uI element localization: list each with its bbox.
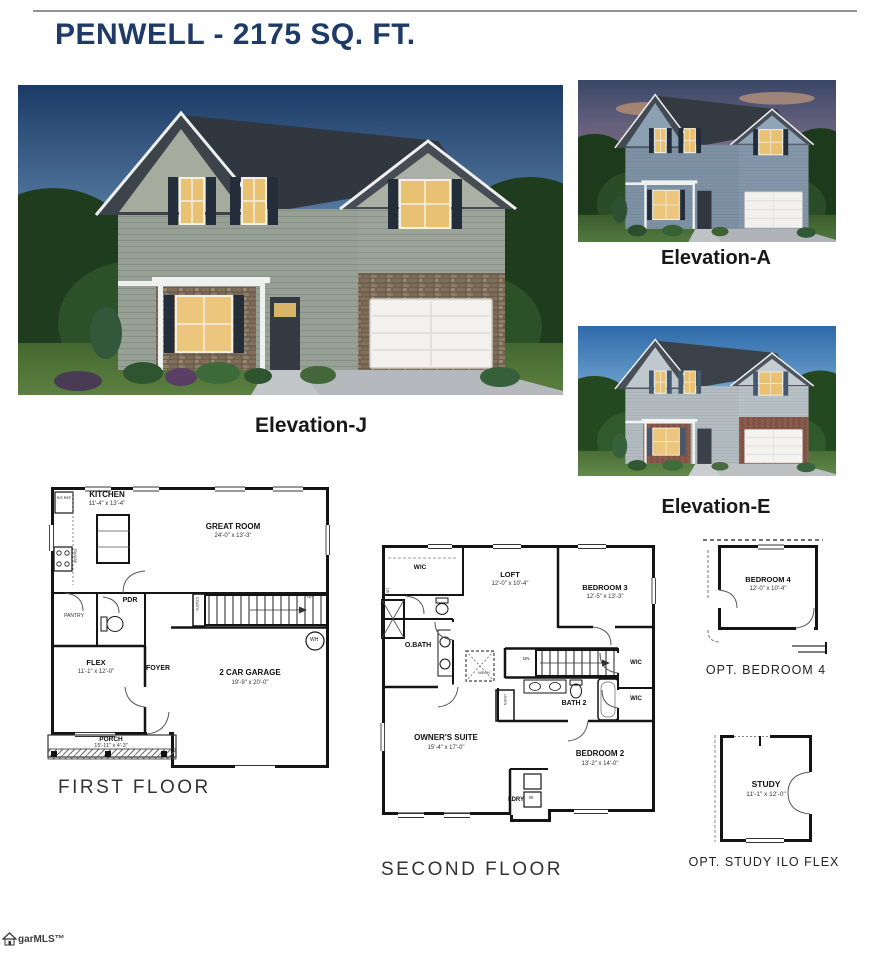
- room-label-garage: 2 CAR GARAGE: [219, 668, 281, 677]
- opt-bedroom4-plan: [700, 530, 890, 680]
- elevation-a-photo: [578, 80, 836, 242]
- room-label-ref: S/S REF: [56, 496, 72, 500]
- elevation-j-photo: [18, 85, 563, 395]
- room-label-pantry: PANTRY: [64, 613, 84, 619]
- room-label-study: STUDY: [751, 779, 781, 789]
- elevation-j-label: Elevation-J: [254, 414, 368, 437]
- room-dims-loft: 12'-0" x 10'-4": [491, 581, 529, 587]
- room-dims-bedroom4: 12'-0" x 10'-4": [749, 586, 787, 592]
- room-label-obath: O.BATH: [404, 642, 432, 649]
- room-label-wic3: WIC: [630, 696, 642, 702]
- opt-bedroom4-caption: OPT. BEDROOM 4: [705, 663, 827, 677]
- room-dims-flex: 11'-1" x 12'-0": [77, 669, 115, 675]
- top-rule: [33, 10, 857, 12]
- room-label-bath2: BATH 2: [561, 700, 587, 707]
- second-floor-caption: SECOND FLOOR: [381, 859, 564, 880]
- room-label-ldry: LDRY: [507, 797, 525, 803]
- room-label-flex: FLEX: [86, 658, 106, 667]
- washer-label: W: [529, 795, 534, 800]
- stairs-dn-label: DN: [523, 656, 530, 661]
- elevation-a-label: Elevation-A: [660, 247, 772, 269]
- room-label-great-room: GREAT ROOM: [205, 522, 261, 531]
- room-label-owners-suite: OWNER'S SUITE: [414, 733, 478, 742]
- watermark-text: garMLS™: [18, 933, 65, 945]
- room-label-bedroom4: BEDROOM 4: [745, 575, 791, 584]
- room-dims-owners-suite: 15'-4" x 17'-0": [427, 745, 465, 751]
- first-floor-plan: [45, 485, 340, 785]
- room-label-mech: MECH: [478, 671, 490, 675]
- room-label-bedroom3: BEDROOM 3: [582, 583, 628, 592]
- room-dims-bedroom3: 12'-5" x 13'-3": [586, 594, 624, 600]
- room-label-porch: PORCH: [99, 736, 123, 743]
- room-dims-great-room: 24'-0" x 13'-3": [214, 533, 252, 539]
- elevation-e-label: Elevation-E: [661, 496, 771, 518]
- second-floor-plan: [378, 538, 665, 838]
- room-label-loft: LOFT: [500, 570, 520, 579]
- room-label-foyer: FOYER: [145, 665, 171, 672]
- room-label-wic2: WIC: [630, 660, 642, 666]
- room-label-pdr: PDR: [122, 597, 138, 604]
- closet-label-lin: LIN: [385, 588, 390, 594]
- room-label-range: RANGE: [73, 549, 78, 564]
- room-dims-bedroom2: 13'-2" x 14'-0": [581, 761, 619, 767]
- room-label-wic: WIC: [413, 564, 427, 571]
- room-dims-porch: 15'-11" x 4'-3": [94, 743, 128, 749]
- opt-study-plan: [700, 722, 875, 872]
- room-dims-garage: 19'-9" x 20'-0": [231, 680, 269, 686]
- room-dims-kitchen: 11'-4" x 13'-4": [88, 501, 126, 507]
- closet-label-linen: LINEN: [502, 694, 507, 706]
- stairs-up-label: UP: [307, 594, 314, 599]
- page-title: PENWELL - 2175 SQ. FT.: [55, 18, 416, 51]
- house-icon: [2, 932, 17, 946]
- room-label-kitchen: KITCHEN: [89, 490, 125, 499]
- room-dims-study: 11'-1" x 12'-0": [746, 791, 786, 798]
- first-floor-caption: FIRST FLOOR: [58, 777, 211, 798]
- elevation-e-photo: [578, 326, 836, 476]
- room-label-coats: COATS: [195, 597, 200, 611]
- opt-study-caption: OPT. STUDY ILO FLEX: [688, 855, 840, 869]
- room-label-bedroom2: BEDROOM 2: [575, 749, 625, 758]
- water-heater-label: WH: [310, 637, 319, 643]
- watermark: [2, 932, 65, 946]
